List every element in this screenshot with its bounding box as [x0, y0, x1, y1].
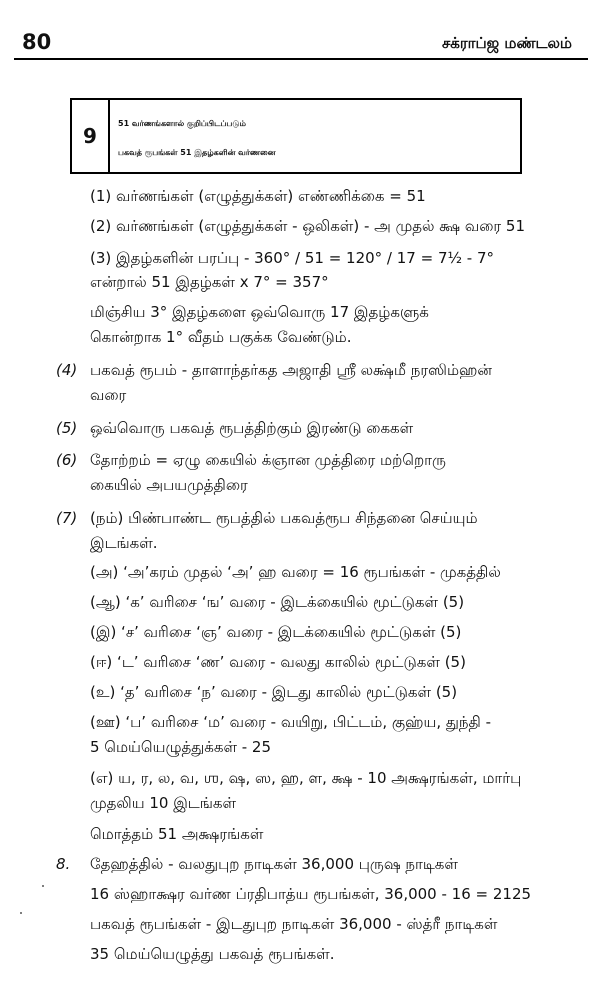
- section-title-line2: பகவத் ரூபங்கள் 51 இதழ்களின் வர்ணனை: [118, 148, 276, 157]
- item-label: (5): [56, 419, 78, 437]
- body-line: கையில் அபயமுத்திரை: [90, 476, 248, 494]
- body-line: மொத்தம் 51 அக்ஷரங்கள்: [90, 825, 264, 843]
- body-line: 16 ஸ்ஹாக்ஷர வர்ண ப்ரதிபாத்ய ரூபங்கள், 36,000 - 16 = 2125: [90, 885, 532, 903]
- body-line: மிஞ்சிய 3° இதழ்களை ஒவ்வொரு 17 இதழ்களுக்: [90, 303, 429, 321]
- body-line: முதலிய 10 இடங்கள்: [90, 794, 236, 812]
- body-line: 5 மெய்யெழுத்துக்கள் - 25: [90, 738, 272, 756]
- body-line: (இ) ‘ச’ வரிசை ‘ஞ’ வரை - இடக்கையில் மூட்டுகள் (5): [90, 623, 462, 641]
- body-line: தோற்றம் = ஏழு கையில் க்ஞான முத்திரை மற்றொரு: [90, 451, 446, 469]
- item-label: (6): [56, 451, 78, 469]
- body-line: (நம்) பிண்பாண்ட ரூபத்தில் பகவத்ரூப சிந்தனை செய்யும்: [90, 509, 478, 527]
- body-line: ஒவ்வொரு பகவத் ரூபத்திற்கும் இரண்டு கைகள்: [90, 419, 414, 437]
- section-title: [118, 109, 516, 167]
- body-line: (அ) ‘அ’கரம் முதல் ‘அ’ ஹ வரை = 16 ரூபங்கள் - முகத்தில்: [90, 563, 501, 581]
- body-line: (ஆ) ‘க’ வரிசை ‘ங’ வரை - இடக்கையில் மூட்டுகள் (5): [90, 593, 465, 611]
- section-title-line1: 51 வர்ணங்களால் குறிப்பிடப்படும்: [118, 119, 246, 128]
- section-title-box: [70, 98, 522, 174]
- body-line: பகவத் ரூபங்கள் - இடதுபுற நாடிகள் 36,000 - ஸ்த்ரீ நாடிகள்: [90, 915, 498, 933]
- header-rule: [14, 58, 588, 60]
- body-line: கொன்றாக 1° வீதம் பகுக்க வேண்டும்.: [90, 328, 352, 346]
- body-line: (3) இதழ்களின் பரப்பு - 360° / 51 = 120° / 17 = 7½ - 7°: [90, 249, 495, 267]
- body-line: (எ) ய, ர, ல, வ, ஶ, ஷ, ஸ, ஹ, ள, க்ஷ - 10 அக்ஷரங்கள், மார்பு: [90, 769, 522, 787]
- body-line: (2) வர்ணங்கள் (எழுத்துக்கள் - ஒலிகள்) - அ முதல் க்ஷ வரை 51: [90, 217, 525, 235]
- body-line: 35 மெய்யெழுத்து பகவத் ரூபங்கள்.: [90, 945, 335, 963]
- item-label: (7): [56, 509, 78, 527]
- scan-speck: [20, 912, 22, 914]
- item-label: (4): [56, 361, 78, 379]
- page-header: [0, 30, 600, 60]
- scan-speck: [42, 885, 44, 887]
- item-label: 8.: [56, 855, 71, 873]
- body-line: என்றால் 51 இதழ்கள் x 7° = 357°: [90, 273, 329, 291]
- body-line: (உ) ‘த’ வரிசை ‘ந’ வரை - இடது காலில் மூட்டுகள் (5): [90, 683, 458, 701]
- body-line: வரை: [90, 386, 127, 404]
- body-line: இடங்கள்.: [90, 534, 158, 552]
- body-line: தேஹத்தில் - வலதுபுற நாடிகள் 36,000 புருஷ நாடிகள்: [90, 855, 458, 873]
- page-number: 80: [22, 30, 52, 54]
- running-title: சக்ராப்ஜ மண்டலம்: [442, 34, 572, 52]
- body-line: (ஈ) ‘ட’ வரிசை ‘ண’ வரை - வலது காலில் மூட்டுகள் (5): [90, 653, 466, 671]
- section-number: 9: [72, 100, 110, 172]
- body-line: (ஊ) ‘ப’ வரிசை ‘ம’ வரை - வயிறு, பிட்டம், குஹ்ய, துந்தி -: [90, 713, 491, 731]
- body-line: பகவத் ரூபம் - தாளாந்தர்கத அஜாதி ஸ்ரீ லக்ஷ்மீ நரஸிம்ஹன்: [90, 361, 492, 379]
- body-line: (1) வர்ணங்கள் (எழுத்துக்கள்) எண்ணிக்கை = 51: [90, 187, 426, 205]
